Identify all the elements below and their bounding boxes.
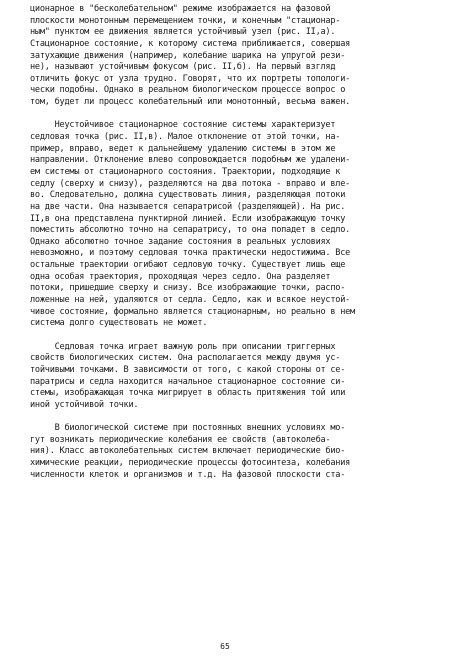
text-line: Неустойчивое стационарное состояние системы характеризует	[30, 120, 336, 131]
text-line: одна особая траектория, проходящая через седло. Она разделяет	[30, 271, 331, 282]
text-line: Седловая точка играет важную роль при описании триггерных	[30, 341, 336, 352]
text-line: II,в она представлена пунктирной линией. Если изображающую точку	[30, 213, 346, 224]
text-line: пример, вправо, ведет к дальнейшему удалению системы в этом же	[30, 143, 336, 154]
text-line: ложенные на ней, удаляются от седла. Седло, как и всякое неустой-	[30, 295, 351, 306]
page-number: 65	[220, 642, 230, 651]
text-line: ния). Класс автоколебательных систем включает периодические био-	[30, 446, 346, 457]
page-body	[30, 4, 430, 481]
text-line: стемы, изображающая точка мигрирует в область притяжения той или	[30, 388, 346, 399]
text-line: поместить абсолютно точно на сепаратрису, то она попадет в седло.	[30, 225, 351, 236]
text-line: паратрисы и седла находится начальное стационарное состояние си-	[30, 376, 346, 387]
paragraph-gap	[30, 109, 430, 121]
text-line: В биологической системе при постоянных внешних условиях мо-	[30, 423, 346, 434]
paragraph-trigger-properties	[30, 342, 430, 412]
text-line: чивое состояние, формально является стационарным, но реально в нем	[30, 306, 355, 317]
text-line: затухающие движения (например, колебание шарика на упругой рези-	[30, 50, 346, 61]
text-line: седловая точка (рис. II,в). Малое отклонение от этой точки, на-	[30, 132, 341, 143]
text-line: ем системы от стационарного состояния. Траектории, подходящие к	[30, 166, 341, 177]
text-line: на две части. Она называется сепаратрисой (разделяющей). На рис.	[30, 201, 346, 212]
text-line: ционарное в "бесколебательном" режиме изображается на фазовой	[30, 4, 331, 14]
text-line: Однако абсолютно точное задание состояния в реальных условиях	[30, 236, 331, 247]
text-line: во. Следовательно, должна существовать линия, разделяющая потоки	[30, 190, 346, 201]
text-line: направлении. Отклонение влево сопровождается подобным же удалени-	[30, 155, 351, 166]
text-line: химические реакции, периодические процессы фотосинтеза, колебания	[30, 457, 351, 468]
text-line: чески подобны. Однако в реальном биологическом процессе вопрос о	[30, 85, 346, 96]
paragraph-stationary-states	[30, 4, 430, 109]
paragraph-gap	[30, 411, 430, 423]
text-line: плоскости монотонным перемещением точки, и конечным "стационар-	[30, 15, 341, 26]
text-line: Стационарное состояние, к которому система приближается, совершая	[30, 38, 351, 49]
text-line: седлу (сверху и снизу), разделяются на два потока - вправо и вле-	[30, 178, 351, 189]
text-line: система долго существовать не может.	[30, 318, 208, 329]
text-line: свойств биологических систем. Она располагается между двумя ус-	[30, 353, 341, 364]
text-line: ным" пунктом ее движения является устойчивый узел (рис. II,а).	[30, 27, 336, 38]
text-line: невозможно, и поэтому седловая точка практически недостижима. Все	[30, 248, 351, 259]
text-line: остальные траектории огибают седловую точку. Существует лишь еще	[30, 260, 346, 271]
paragraph-self-oscillations	[30, 423, 430, 481]
text-line: том, будет ли процесс колебательный или монотонный, весьма важен.	[30, 97, 351, 108]
text-line: гут возникать периодические колебания ее свойств (автоколеба-	[30, 434, 331, 445]
text-line: иной устойчивой точки.	[30, 399, 139, 410]
text-line: тойчивыми точками. В зависимости от того, с какой стороны от се-	[30, 364, 346, 375]
text-line: потоки, пришедшие сверху и снизу. Все изображающие точки, распо-	[30, 283, 346, 294]
text-line: отличить фокус от узла трудно. Говорят, что их портреты топологи-	[30, 73, 351, 84]
paragraph-saddle-point	[30, 120, 430, 330]
text-line: не), называют устойчивым фокусом (рис. II,б). На первый взгляд	[30, 62, 336, 73]
text-line: численности клеток и организмов и т.д. На фазовой плоскости ста-	[30, 469, 346, 480]
paragraph-gap	[30, 330, 430, 342]
